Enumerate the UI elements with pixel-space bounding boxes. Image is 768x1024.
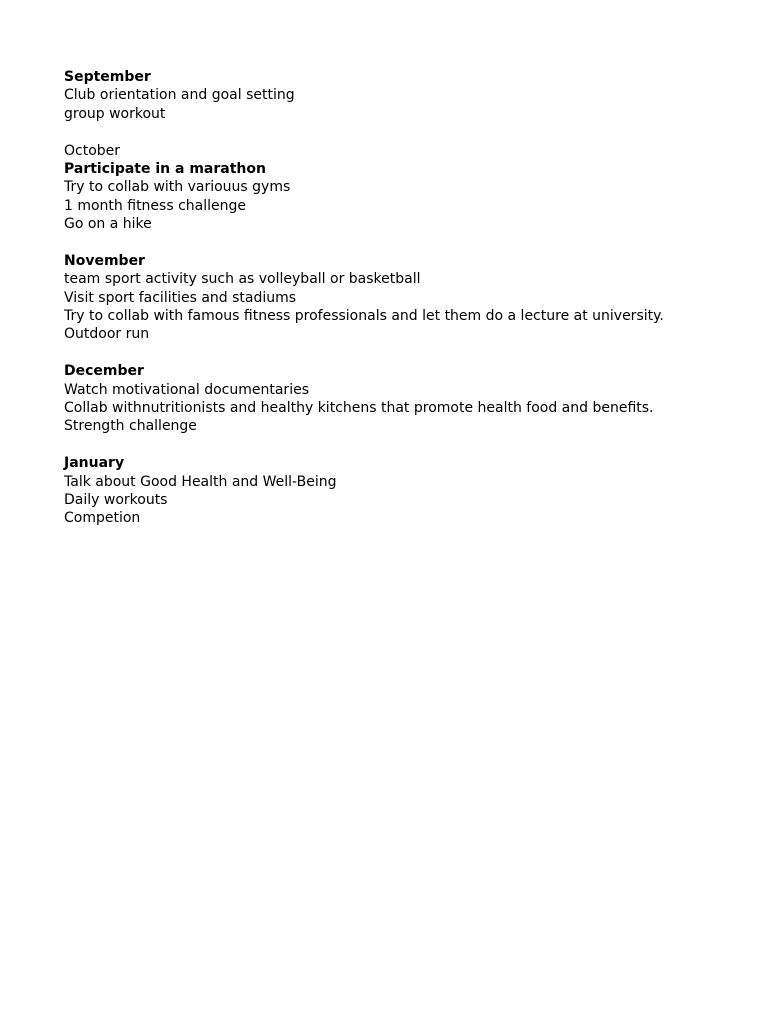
section-november [64,252,744,344]
plan-item-highlight: Participate in a marathon [64,160,266,177]
section-spacer [64,123,744,141]
plan-item: group workout [64,105,166,122]
month-heading: December [64,363,144,380]
document-body [64,68,744,528]
month-heading: September [64,69,151,85]
section-october [64,142,744,234]
month-heading: October [64,142,121,159]
section-december [64,362,744,436]
section-spacer [64,436,744,454]
month-heading: November [64,252,145,269]
plan-item: Try to collab with variouus gyms [64,179,291,196]
section-january [64,454,744,528]
plan-item: Competion [64,510,141,527]
section-spacer [64,234,744,252]
plan-item: Outdoor run [64,326,150,343]
section-spacer [64,344,744,362]
plan-item: Try to collab with famous fitness professionals and let them do a lecture at university. [64,308,664,325]
plan-item: Strength challenge [64,418,197,435]
plan-item: Watch motivational documentaries [64,381,309,398]
month-heading: January [64,455,125,472]
plan-item: Visit sport facilities and stadiums [64,289,297,306]
plan-item: Collab withnutritionists and healthy kitchens that promote health food and benefits. [64,400,654,417]
plan-item: 1 month fitness challenge [64,197,246,214]
plan-item: Talk about Good Health and Well-Being [64,473,337,490]
plan-item: team sport activity such as volleyball or basketball [64,271,421,288]
plan-item: Club orientation and goal setting [64,87,295,104]
plan-item: Daily workouts [64,491,168,508]
section-september [64,68,744,123]
plan-item: Go on a hike [64,216,152,233]
